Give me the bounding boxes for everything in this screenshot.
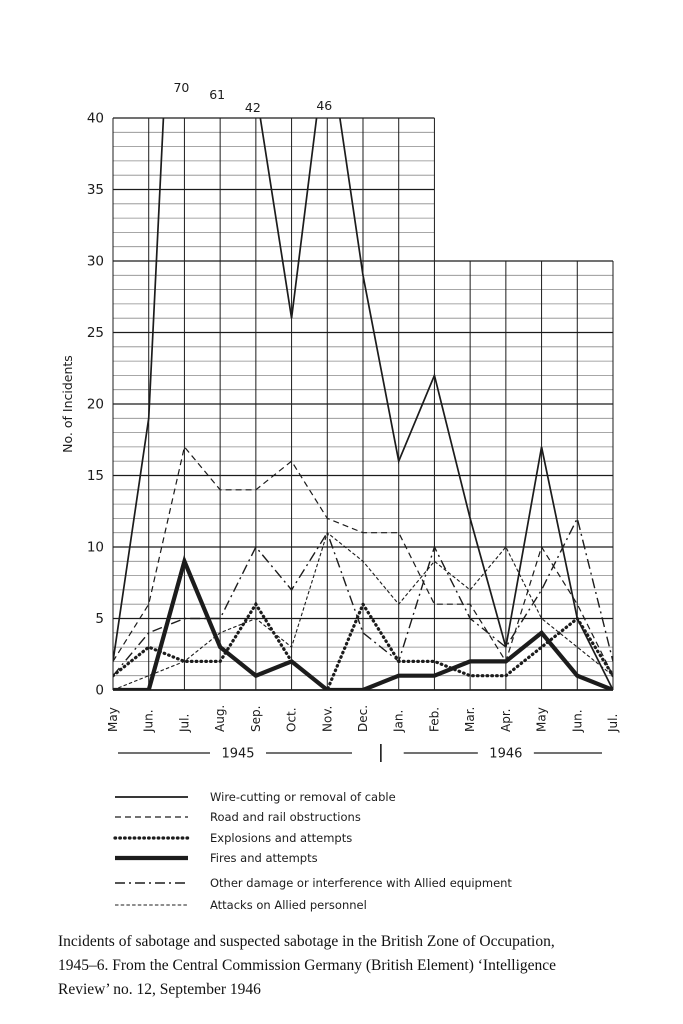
legend-label: Other damage or interference with Allied equipment [210,876,512,890]
year-label: 1945 [221,746,255,762]
x-tick-label: Jun. [141,709,156,732]
x-tick-label: Jun. [570,709,585,732]
caption-line-3: Review’ no. 12, September 1946 [58,981,261,998]
x-tick-label: Jul. [177,713,192,732]
x-tick-label: May [106,707,120,732]
peak-value-annotation: 46 [316,98,333,113]
x-tick-label: Dec. [355,704,370,732]
x-tick-label: Mar. [463,706,478,732]
x-tick-label: Aug. [213,704,228,732]
y-axis-title: No. of Incidents [60,355,75,453]
caption-line-1: Incidents of sabotage and suspected sabotage in the British Zone of Occupation, [58,933,555,950]
y-tick-label: 15 [86,468,104,484]
x-tick-label: Sep. [248,705,263,732]
x-tick-label: Nov. [320,705,335,732]
figure-caption [58,930,643,1002]
x-tick-label: Apr. [498,708,513,732]
legend [115,797,188,905]
legend-label: Attacks on Allied personnel [210,898,367,912]
caption-line-2: 1945–6. From the Central Commission Germany (British Element) ‘Intelligence [58,957,557,974]
peak-value-annotation: 42 [244,100,261,115]
y-tick-label: 25 [86,325,104,341]
legend-label: Road and rail obstructions [210,810,361,824]
legend-label: Wire-cutting or removal of cable [210,790,396,804]
y-tick-label: 20 [86,396,104,413]
legend-label: Fires and attempts [210,851,318,865]
x-tick-label: Oct. [284,707,299,732]
y-tick-label: 10 [86,539,104,556]
x-tick-label: Feb. [427,706,442,732]
peak-value-annotation: 61 [209,87,226,102]
y-tick-label: 5 [95,611,104,627]
y-tick-label: 0 [95,682,104,699]
x-tick-label: Jul. [605,713,620,732]
y-tick-label: 40 [86,110,104,127]
peak-value-annotation: 70 [173,80,190,95]
legend-label: Explosions and attempts [210,831,353,845]
x-tick-label: May [534,707,549,732]
x-tick-label: Jan. [391,709,406,732]
y-tick-label: 35 [86,182,104,198]
y-tick-label: 30 [86,253,104,270]
year-label: 1946 [489,746,523,762]
